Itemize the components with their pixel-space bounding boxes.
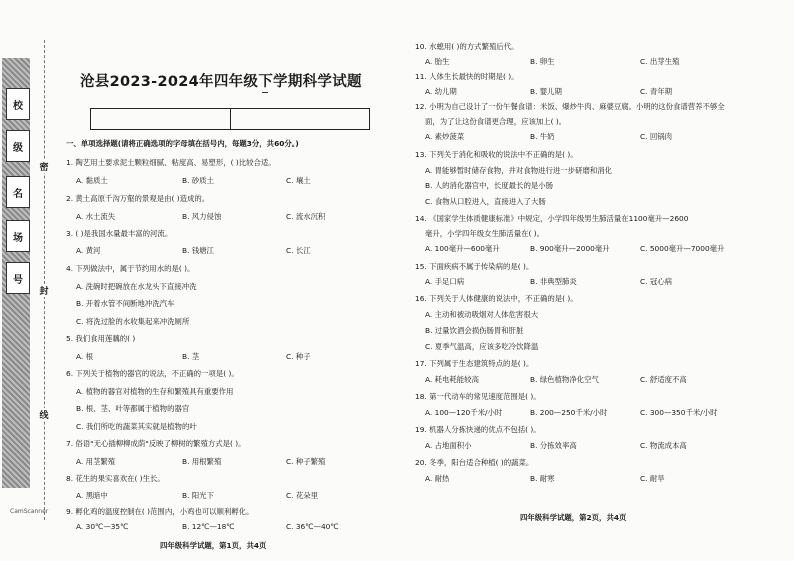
scanner-label: CamScanner xyxy=(10,508,49,515)
option-6a: A. 植物的器官对植物的生存和繁殖具有重要作用 xyxy=(76,387,234,396)
school-box: 校 xyxy=(6,88,30,120)
question-13: 13. 下列关于消化和吸收的说法中不正确的是( )。 xyxy=(415,150,578,159)
question-6: 6. 下列关于植物的器官的说法，不正确的一项是( )。 xyxy=(66,369,239,378)
option-11b: B. 婴儿期 xyxy=(530,87,562,96)
option-13b: B. 人的消化器官中，长度最长的是小肠 xyxy=(425,181,554,190)
option-5a: A. 根 xyxy=(76,352,94,361)
option-18b: B. 200—250千米/小时 xyxy=(530,408,608,417)
question-14: 14. 《国家学生体质健康标准》中规定，小学四年级男生肺活量在1100毫升—2600 xyxy=(415,214,689,223)
option-10b: B. 卵生 xyxy=(530,57,555,66)
option-2b: B. 风力侵蚀 xyxy=(182,212,222,221)
option-4a: A. 洗碗时把碗放在水龙头下直接冲洗 xyxy=(76,282,197,291)
question-9: 9. 孵化鸡的温度控制在( )范围内，小鸡也可以顺利孵化。 xyxy=(66,507,254,516)
option-14a: A. 100毫升—600毫升 xyxy=(425,244,500,253)
option-4b: B. 开着水管不间断地冲洗汽车 xyxy=(76,299,175,308)
option-17c: C. 舒适度不高 xyxy=(640,375,687,384)
option-13c: C. 食物从口腔进入，直接进入了大肠 xyxy=(425,197,546,206)
option-5c: C. 种子 xyxy=(286,352,311,361)
option-10a: A. 胎生 xyxy=(425,57,450,66)
option-18a: A. 100—120千米/小时 xyxy=(425,408,503,417)
option-16a: A. 主动和被动吸烟对人体危害很大 xyxy=(425,310,539,319)
option-11a: A. 幼儿期 xyxy=(425,87,457,96)
question-18: 18. 第一代动车的常见速度范围是( )。 xyxy=(415,392,541,401)
footer-page-2: 四年级科学试题，第2页，共4页 xyxy=(520,513,627,522)
option-4c: C. 将洗过脸的水收集起来冲洗厕所 xyxy=(76,317,190,326)
footer-page-1: 四年级科学试题，第1页，共4页 xyxy=(160,541,267,550)
option-8b: B. 阳光下 xyxy=(182,491,214,500)
option-9a: A. 30℃—35℃ xyxy=(76,522,129,531)
option-2a: A. 水土流失 xyxy=(76,212,116,221)
option-12c: C. 回锅肉 xyxy=(640,132,673,141)
option-9b: B. 12℃—18℃ xyxy=(182,522,235,531)
question-12: 12. 小明为自己设计了一份午餐食谱：米饭、爆炒牛肉、麻婆豆腐。小明的这份食谱营养不够全 xyxy=(415,102,725,111)
question-2: 2. 黄土高原千沟万壑的景观是由( )造成的。 xyxy=(66,194,210,203)
question-15: 15. 下面疾病不属于传染病的是( )。 xyxy=(415,262,534,271)
option-11c: C. 青年期 xyxy=(640,87,673,96)
question-19: 19. 机器人分拣快递的优点不包括( )。 xyxy=(415,425,541,434)
option-8c: C. 花朵里 xyxy=(286,491,319,500)
option-19b: B. 分拣效率高 xyxy=(530,441,577,450)
option-12b: B. 牛奶 xyxy=(530,132,555,141)
question-5: 5. 我们食用莲藕的( ) xyxy=(66,334,136,343)
option-15a: A. 手足口病 xyxy=(425,277,465,286)
section-heading: 一、单项选择题(请将正确选项的字母填在括号内，每题3分，共60分。) xyxy=(66,139,299,148)
question-10: 10. 水螅用( )的方式繁殖后代。 xyxy=(415,42,519,51)
option-7c: C. 种子繁殖 xyxy=(286,457,326,466)
question-8: 8. 花生的果实喜欢在( )生长。 xyxy=(66,474,165,483)
seal-char-xian: 线 xyxy=(38,408,50,421)
option-19a: A. 占地面积小 xyxy=(425,441,472,450)
option-20b: B. 耐寒 xyxy=(530,474,555,483)
binding-dashed-line xyxy=(44,40,45,520)
option-8a: A. 黑暗中 xyxy=(76,491,108,500)
question-14-cont: 毫升，小学四年级女生肺活量在( )。 xyxy=(425,229,544,238)
option-14b: B. 900毫升—2000毫升 xyxy=(530,244,610,253)
option-6c: C. 我们所吃的蔬菜其实就是植物的叶 xyxy=(76,422,197,431)
option-15c: C. 冠心病 xyxy=(640,277,673,286)
score-table xyxy=(90,108,370,130)
seat-number-box: 号 xyxy=(6,262,30,294)
class-box: 级 xyxy=(6,130,30,162)
question-7: 7. 俗语"无心插柳柳成荫"反映了柳树的繁殖方式是( )。 xyxy=(66,439,246,448)
option-20c: C. 耐旱 xyxy=(640,474,665,483)
option-9c: C. 36℃—40℃ xyxy=(286,522,339,531)
option-10c: C. 出芽生殖 xyxy=(640,57,680,66)
option-7a: A. 用茎繁殖 xyxy=(76,457,116,466)
option-17b: B. 绿色植物净化空气 xyxy=(530,375,599,384)
option-3b: B. 钱塘江 xyxy=(182,246,214,255)
option-1b: B. 砂质土 xyxy=(182,176,214,185)
option-18c: C. 300—350千米/小时 xyxy=(640,408,718,417)
question-12-cont: 面，为了让这份食谱更合理，应该加上( )。 xyxy=(425,117,567,126)
title-dash xyxy=(262,92,268,93)
option-13a: A. 胃能够暂时储存食物，并对食物进行进一步研磨和消化 xyxy=(425,166,613,175)
question-1: 1. 陶艺用土要求泥土颗粒细腻、粘度高、易塑形，( )比较合适。 xyxy=(66,158,276,167)
option-17a: A. 耗电耗能较高 xyxy=(425,375,479,384)
question-4: 4. 下列做法中，属于节约用水的是( )。 xyxy=(66,264,195,273)
option-14c: C. 5000毫升—7000毫升 xyxy=(640,244,725,253)
seal-char-feng: 封 xyxy=(38,284,50,297)
question-11: 11. 人体生长最快的时期是( )。 xyxy=(415,72,519,81)
option-1a: A. 黏质土 xyxy=(76,176,108,185)
option-20a: A. 耐热 xyxy=(425,474,450,483)
option-12a: A. 素炒菠菜 xyxy=(425,132,465,141)
option-2c: C. 流水沉积 xyxy=(286,212,326,221)
question-20: 20. 冬季，阳台适合种植( )的蔬菜。 xyxy=(415,458,534,467)
option-15b: B. 非典型肺炎 xyxy=(530,277,577,286)
option-1c: C. 壤土 xyxy=(286,176,311,185)
option-3a: A. 黄河 xyxy=(76,246,101,255)
page-title: 沧县2023-2024年四年级下学期科学试题 xyxy=(80,74,362,90)
option-3c: C. 长江 xyxy=(286,246,311,255)
option-19c: C. 物流成本高 xyxy=(640,441,687,450)
question-16: 16. 下列关于人体健康的说法中，不正确的是( )。 xyxy=(415,294,578,303)
exam-room-box: 场 xyxy=(6,220,30,252)
option-16c: C. 夏季气温高，应该多吃冷饮降温 xyxy=(425,342,539,351)
question-3: 3. ( )是我国水量最丰富的河流。 xyxy=(66,229,173,238)
option-6b: B. 根、茎、叶等都属于植物的器官 xyxy=(76,404,190,413)
option-5b: B. 茎 xyxy=(182,352,200,361)
question-17: 17. 下列属于生态建筑特点的是( )。 xyxy=(415,359,534,368)
option-7b: B. 用根繁殖 xyxy=(182,457,222,466)
seal-char-mi: 密 xyxy=(38,160,50,173)
name-box: 名 xyxy=(6,176,30,208)
option-16b: B. 过量饮酒会损伤肠胃和肝脏 xyxy=(425,326,524,335)
